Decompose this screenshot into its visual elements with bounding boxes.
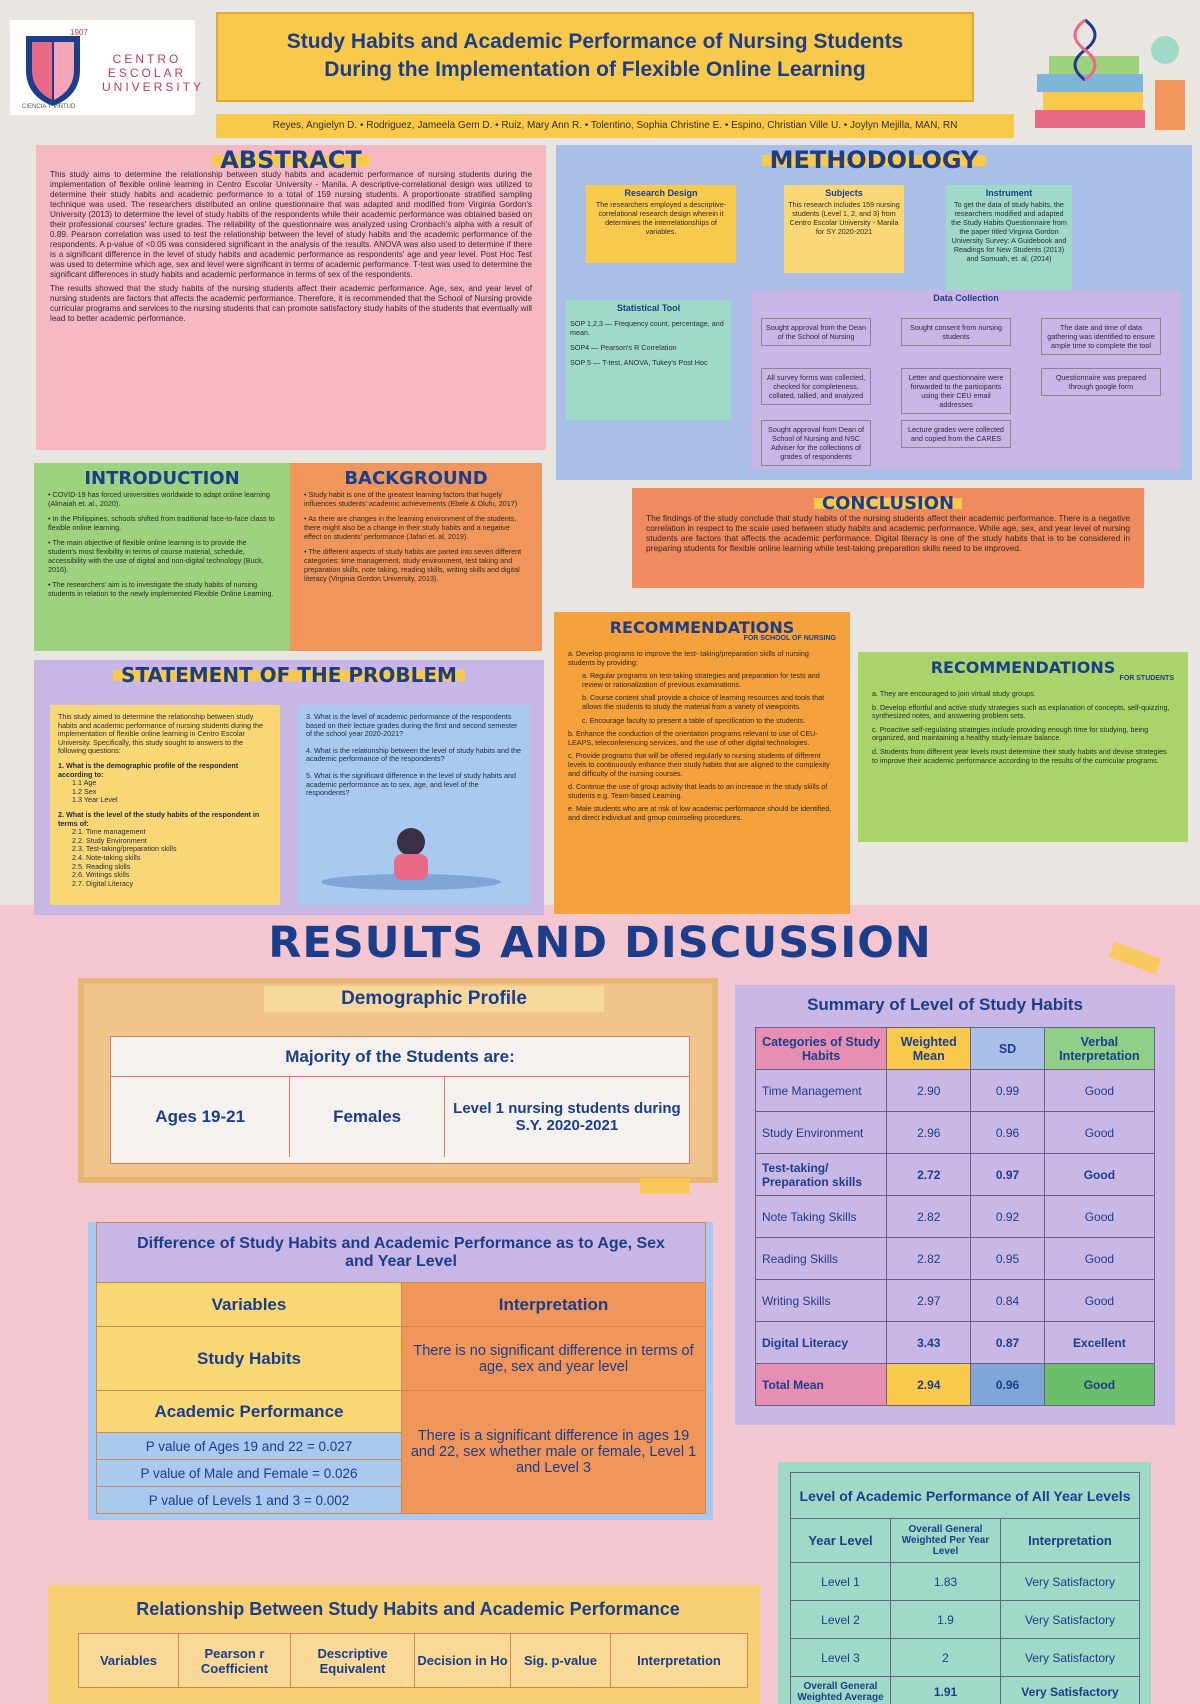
data-step: Lecture grades were collected and copied from the CARES bbox=[901, 420, 1011, 448]
summary-title: Summary of Level of Study Habits bbox=[807, 995, 1083, 1014]
problem-questions-left bbox=[50, 705, 280, 905]
table-row bbox=[791, 1563, 1140, 1601]
results-heading: RESULTS AND DISCUSSION bbox=[268, 918, 932, 968]
data-collection-box bbox=[751, 290, 1181, 470]
intro-item: • In the Philippines, schools shifted from traditional face-to-face class to flexible online learning. bbox=[48, 514, 275, 532]
stressed-student-illustration bbox=[306, 812, 516, 892]
problem-heading: STATEMENT OF THE PROBLEM bbox=[48, 670, 530, 681]
conclusion-panel bbox=[632, 488, 1144, 588]
q2-item: 2.7. Digital Literacy bbox=[72, 878, 134, 888]
total-mean-value: 2.94 bbox=[887, 1364, 971, 1406]
q1-item: 1.3 Year Level bbox=[72, 795, 118, 805]
sd-cell: 0.84 bbox=[971, 1280, 1045, 1322]
table-row-total bbox=[756, 1364, 1155, 1406]
title-line-2: During the Implementation of Flexible Online Learning bbox=[324, 58, 866, 81]
question-5: 5. What is the significant difference in the level of study habits and academic performance as to sex, age, and level of the respondents? bbox=[306, 770, 517, 798]
recommendations-school-panel bbox=[554, 612, 850, 914]
sd-cell: 0.99 bbox=[971, 1070, 1045, 1112]
q1-item: 1.2 Sex bbox=[72, 786, 97, 796]
rec-students-item: d. Students from different year levels must determine their study habits and devise strategies to improve their academic performance according to the results of the curricular programs. bbox=[872, 746, 1167, 765]
stat-item: SOP 5 — T-test, ANOVA, Tukey's Post Hoc bbox=[570, 358, 708, 367]
table-row bbox=[791, 1639, 1140, 1677]
mean-cell: 2.82 bbox=[887, 1238, 971, 1280]
header-sd: SD bbox=[971, 1028, 1045, 1070]
academic-performance-panel bbox=[778, 1462, 1151, 1704]
table-row bbox=[791, 1601, 1140, 1639]
rec-school-item: b. Enhance the conduction of the orientation programs relevant to use of CEU-LEAPS, teleconferencing services, and the use of other digital technologies. bbox=[568, 729, 818, 747]
table-row bbox=[756, 1238, 1155, 1280]
gwa-cell: 2 bbox=[891, 1639, 1001, 1677]
q2-item: 2.3. Test-taking/preparation skills bbox=[72, 844, 177, 854]
interpretation-cell: Good bbox=[1044, 1238, 1154, 1280]
authors: Reyes, Angielyn D. • Rodriguez, Jameela Gem D. • Ruiz, Mary Ann R. • Tolentino, Sophia Christine E. • Espino, Christian Ville U. • Joylyn Mejilla, MAN, RN bbox=[216, 114, 1014, 138]
interpretation-cell: Good bbox=[1044, 1196, 1154, 1238]
data-step: Questionnaire was prepared through google form bbox=[1041, 368, 1161, 396]
rec-students-item: c. Proactive self-regulating strategies include providing enough time for studying, being organized, and maintaining a healthy study-leisure balance. bbox=[872, 724, 1149, 743]
table-row bbox=[756, 1154, 1155, 1196]
question-2: 2. What is the level of the study habits of the respondent in terms of: bbox=[58, 809, 260, 828]
header-variables: Variables bbox=[97, 1283, 402, 1327]
abstract-paragraph-1: This study aims to determine the relationship between study habits and academic performance of nursing students during the implementation of flexible online learning in Centro Escolar University - Manila. A descriptive-correlational design was utilized to determine their study habits and academic performance to a total of 159 nursing students. A proportionate stratified sampling technique was used. The researchers distributed an online questionnaire that was adapted and modified from Virginia Gordon's University (2013) to determine the level of study habits of the respondents while their academic performance was obtained based on their professional courses' lecture grades. The reliability of the questionnaire was analyzed using Cronbach's alpha with a result of 0.89. Pearson correlation was used to test the relationship between the level of study habits and the academic performance of the respondents. A p-value of <0.05 was considered significant in the analysis of the results. ANOVA was also used to determine if there is a significant difference in the level of study habits and academic performance as respondents' age and year level. Post Hoc Test was used to determine which age, sex and level were significant in terms of academic performance. T-test was used to determine the significant differences in study habits and academic performance in terms of sex of the respondents. bbox=[50, 170, 532, 279]
header-interpretation: Interpretation bbox=[1001, 1519, 1140, 1563]
interpretation-cell: Good bbox=[1044, 1070, 1154, 1112]
q2-item: 2.1. Time management bbox=[72, 827, 146, 837]
rec-school-item: d. Continue the use of group activity that leads to an increase in the study skills of students e.g. Team-based Learning. bbox=[568, 782, 828, 800]
year-level-cell: Level 2 bbox=[791, 1601, 891, 1639]
question-4: 4. What is the relationship between the level of study habits and the academic performance of the respondents? bbox=[306, 745, 521, 764]
recommendations-school-sub: FOR SCHOOL OF NURSING bbox=[743, 635, 836, 642]
header-interpretation: Interpretation bbox=[611, 1634, 748, 1688]
demographic-profile-panel bbox=[78, 978, 718, 1183]
logo-year: 1907 bbox=[70, 28, 88, 37]
recommendations-students-sub: FOR STUDENTS bbox=[1119, 675, 1174, 682]
q2-item: 2.5. Reading skills bbox=[72, 861, 131, 871]
recommendations-school-heading: RECOMMENDATIONS bbox=[609, 618, 795, 637]
table-row bbox=[756, 1112, 1155, 1154]
header-weighted-mean: Weighted Mean bbox=[887, 1028, 971, 1070]
abstract-heading: ABSTRACT bbox=[50, 155, 532, 166]
category-cell: Digital Literacy bbox=[756, 1322, 887, 1364]
rec-students-item: b. Develop effortful and active study strategies such as explanation of concepts, self-quizzing, synthesized notes, and answering problem sets. bbox=[872, 702, 1170, 721]
study-habits-interpretation: There is no significant difference in terms of age, sex and year level bbox=[402, 1327, 706, 1391]
year-level-cell: Level 1 bbox=[791, 1563, 891, 1601]
table-row bbox=[791, 1677, 1140, 1704]
mean-cell: 2.97 bbox=[887, 1280, 971, 1322]
p-value-sex: P value of Male and Female = 0.026 bbox=[97, 1460, 402, 1487]
header-gwa: Overall General Weighted Per Year Level bbox=[891, 1519, 1001, 1563]
mean-cell: 2.82 bbox=[887, 1196, 971, 1238]
academic-performance-cell: Academic Performance bbox=[97, 1391, 402, 1433]
rec-school-item: c. Provide programs that will be offered regularly to nursing students of different levels to continuously enhance their study habits that are aligned to the complexity and difficulty of the nursing courses. bbox=[568, 751, 830, 778]
category-cell: Note Taking Skills bbox=[756, 1196, 887, 1238]
difference-table bbox=[96, 1222, 706, 1514]
question-1: 1. What is the demographic profile of the respondent according to: bbox=[58, 760, 239, 779]
relationship-title: Relationship Between Study Habits and Academic Performance bbox=[136, 1599, 680, 1619]
p-value-levels: P value of Levels 1 and 3 = 0.002 bbox=[97, 1487, 402, 1514]
instrument-box: Instrument To get the data of study habits, the researchers modified and adapted the Study Habits Questionnaire from the paper titled Virginia Gordon University Survey: A Guidebook and Readings for New Students (2013) and Somuah, et. al. (2014) bbox=[946, 185, 1072, 297]
gwa-cell: 1.91 bbox=[891, 1677, 1001, 1704]
category-cell: Study Environment bbox=[756, 1112, 887, 1154]
sd-cell: 0.96 bbox=[971, 1112, 1045, 1154]
header-sig-p: Sig. p-value bbox=[511, 1634, 611, 1688]
header-verbal-interpretation: Verbal Interpretation bbox=[1044, 1028, 1154, 1070]
interpretation-cell: Very Satisfactory bbox=[1001, 1601, 1140, 1639]
q2-item: 2.2. Study Environment bbox=[72, 835, 147, 845]
category-cell: Writing Skills bbox=[756, 1280, 887, 1322]
table-row bbox=[756, 1322, 1155, 1364]
table-row bbox=[756, 1070, 1155, 1112]
interpretation-cell: Good bbox=[1044, 1280, 1154, 1322]
background-item: • Study habit is one of the greatest learning factors that hugely influences students' academic achievements (Ebele & Olufu, 2017) bbox=[304, 490, 518, 508]
data-step: All survey forms was collected, checked for completeness, collated, tallied, and analyzed bbox=[761, 368, 871, 405]
rec-school-item: e. Male students who are at risk of low academic performance should be identified, and direct individual and group counseling procedures. bbox=[568, 804, 832, 822]
header-descriptive: Descriptive Equivalent bbox=[291, 1634, 415, 1688]
interpretation-cell: Very Satisfactory bbox=[1001, 1563, 1140, 1601]
stat-item: SOP 1,2,3 — Frequency count, percentage, and mean. bbox=[570, 319, 724, 337]
academic-performance-table bbox=[790, 1472, 1140, 1704]
recommendations-students-panel bbox=[858, 652, 1188, 842]
header-interpretation: Interpretation bbox=[402, 1283, 706, 1327]
rec-school-item: c. Encourage faculty to present a table of specification to the students. bbox=[582, 715, 806, 725]
conclusion-text: The findings of the study conclude that study habits of the nursing students affect their academic performance. There is a negative correlation in respect to the scale used between study habits and academic performance. While age, sex, and year level of nursing students are factors that affects the academic performance. Digital literacy is one of the study habits that is to be considered in preparing students for flexible online learning while test-taking preparation skills need to be improved. bbox=[646, 513, 1130, 553]
table-row bbox=[756, 1280, 1155, 1322]
header-pearson: Pearson r Coefficient bbox=[179, 1634, 291, 1688]
header-decision: Decision in Ho bbox=[415, 1634, 511, 1688]
logo-name: CENTRO ESCOLAR UNIVERSITY bbox=[102, 52, 205, 94]
interpretation-cell: Very Satisfactory bbox=[1001, 1639, 1140, 1677]
rec-school-item: b. Course content shall provide a choice of learning resources and tools that allows the students to study the material from a variety of viewpoints. bbox=[582, 693, 825, 711]
intro-item: • The researchers' aim is to investigate the study habits of nursing students in relation to the newly implemented Flexible Online Learning. bbox=[48, 580, 274, 598]
introduction-panel bbox=[34, 463, 290, 651]
title-line-1: Study Habits and Academic Performance of Nursing Students bbox=[286, 30, 904, 53]
q1-item: 1.1 Age bbox=[72, 778, 97, 788]
background-heading: BACKGROUND bbox=[344, 468, 488, 489]
background-item: • As there are changes in the learning environment of the students, there might also be a change in their study habits and a negative effect on students' performance (Jafari et. al, 2019). bbox=[304, 514, 517, 541]
header-categories: Categories of Study Habits bbox=[756, 1028, 887, 1070]
rec-students-item: a. They are encouraged to join virtual study groups. bbox=[872, 689, 1036, 698]
data-step: Letter and questionnaire were forwarded to the participants using their CEU email addresses bbox=[901, 368, 1011, 414]
mean-cell: 3.43 bbox=[887, 1322, 971, 1364]
gwa-cell: 1.83 bbox=[891, 1563, 1001, 1601]
mean-cell: 2.90 bbox=[887, 1070, 971, 1112]
problem-intro: This study aimed to determine the relationship between study habits and academic performance of nursing students during the implementation of flexible online learning in Centro Escolar University. Specifically, this study sought to answers to the following questions: bbox=[58, 712, 263, 756]
category-cell: Time Management bbox=[756, 1070, 887, 1112]
summary-study-habits-panel bbox=[735, 985, 1175, 1425]
books-dna-illustration bbox=[1015, 10, 1190, 150]
problem-questions-right bbox=[298, 705, 530, 905]
poster-title bbox=[216, 12, 974, 102]
data-step: Sought consent from nursing students bbox=[901, 318, 1011, 346]
demographic-table bbox=[110, 1036, 690, 1164]
year-level-cell: Overall General Weighted Average bbox=[791, 1677, 891, 1704]
statistical-tool-box: Statistical Tool SOP 1,2,3 — Frequency count, percentage, and mean. SOP4 — Pearson's R Correlation SOP 5 — T-test, ANOVA, Tukey's Post Hoc bbox=[566, 300, 731, 420]
rec-school-item: a. Regular programs on test-taking strategies and preparation for tests and review or rationalization of previous examinations. bbox=[582, 671, 820, 689]
data-step: Sought approval from the Dean of the School of Nursing bbox=[761, 318, 871, 346]
total-interpretation: Good bbox=[1044, 1364, 1154, 1406]
total-mean-label: Total Mean bbox=[756, 1364, 887, 1406]
interpretation-cell: Good bbox=[1044, 1154, 1154, 1196]
demographic-age: Ages 19-21 bbox=[111, 1077, 290, 1157]
category-cell: Reading Skills bbox=[756, 1238, 887, 1280]
intro-item: • COVID-19 has forced universities worldwide to adapt online learning (Almaiah et. al., 2020). bbox=[48, 490, 270, 508]
header-variables: Variables bbox=[79, 1634, 179, 1688]
p-value-ages: P value of Ages 19 and 22 = 0.027 bbox=[97, 1433, 402, 1460]
academic-interpretation: There is a significant difference in ages 19 and 22, sex whether male or female, Level 1 and Level 3 bbox=[402, 1391, 706, 1514]
abstract-paragraph-2: The results showed that the study habits of the nursing students affect their academic performance. Age, sex, and year level of nursing students are factors that affects the academic performance. Therefore, it is recommended that the School of Nursing provide curricular programs and services to the nursing students that can promote satisfactory study habits of the students that eventually will lead to better academic performance. bbox=[50, 284, 532, 323]
stat-item: SOP4 — Pearson's R Correlation bbox=[570, 343, 677, 352]
data-step: Sought approval from Dean of School of Nursing and NSC Adviser for the collections of grades of respondents bbox=[761, 420, 871, 466]
background-panel bbox=[290, 463, 542, 651]
subjects-box: Subjects This research includes 159 nursing students (Level 1, 2, and 3) from Centro Escolar University - Manila for SY 2020-2021 bbox=[784, 185, 904, 273]
interpretation-cell: Excellent bbox=[1044, 1322, 1154, 1364]
methodology-heading: METHODOLOGY bbox=[570, 155, 1178, 166]
majority-label: Majority of the Students are: bbox=[111, 1037, 689, 1077]
mean-cell: 2.96 bbox=[887, 1112, 971, 1154]
interpretation-cell: Very Satisfactory bbox=[1001, 1677, 1140, 1704]
demographic-level: Level 1 nursing students during S.Y. 2020-2021 bbox=[453, 1100, 681, 1134]
difference-panel bbox=[88, 1222, 713, 1520]
rec-school-item: a. Develop programs to improve the test- taking/preparation skills of nursing students by providing: bbox=[568, 649, 809, 667]
university-logo bbox=[10, 20, 205, 115]
study-habits-cell: Study Habits bbox=[97, 1327, 402, 1391]
q2-item: 2.6. Writings skills bbox=[72, 870, 130, 880]
total-sd-value: 0.96 bbox=[971, 1364, 1045, 1406]
tape-decoration bbox=[640, 1178, 690, 1194]
summary-table bbox=[755, 1027, 1155, 1406]
recommendations-students-heading: RECOMMENDATIONS bbox=[930, 658, 1116, 677]
table-row bbox=[756, 1196, 1155, 1238]
gwa-cell: 1.9 bbox=[891, 1601, 1001, 1639]
sd-cell: 0.97 bbox=[971, 1154, 1045, 1196]
question-3: 3. What is the level of academic performance of the respondents based on their lecture grades during the first and second semester of the school year 2020-2021? bbox=[306, 712, 518, 739]
data-step: The date and time of data gathering was identified to ensure ample time to complete the tool bbox=[1041, 318, 1161, 355]
year-level-cell: Level 3 bbox=[791, 1639, 891, 1677]
demographic-title: Demographic Profile bbox=[264, 986, 604, 1012]
abstract-panel bbox=[36, 145, 546, 450]
relationship-table bbox=[78, 1633, 748, 1688]
intro-item: • The main objective of flexible online learning is to provide the student's most flexibility in terms of course material, schedule, accessibility with the use of digital and non-digital technology (Buck, 2016). bbox=[48, 538, 264, 574]
sd-cell: 0.87 bbox=[971, 1322, 1045, 1364]
shield-icon bbox=[18, 30, 88, 110]
interpretation-cell: Good bbox=[1044, 1112, 1154, 1154]
difference-title: Difference of Study Habits and Academic Performance as to Age, Sex and Year Level bbox=[97, 1223, 706, 1283]
academic-title: Level of Academic Performance of All Year Levels bbox=[791, 1473, 1140, 1519]
methodology-panel bbox=[556, 145, 1192, 480]
background-item: • The different aspects of study habits are parted into seven different categories: time management, study environment, test taking and preparation skills, note taking, reading skills, writing skills and digital literacy (Virginia Gordon University, 2013). bbox=[304, 547, 522, 583]
relationship-panel bbox=[48, 1585, 760, 1704]
header-year-level: Year Level bbox=[791, 1519, 891, 1563]
research-design-box: Research Design The researchers employed a descriptive-correlational research design wherein it determines the interrelationships of variables. bbox=[586, 185, 736, 263]
mean-cell: 2.72 bbox=[887, 1154, 971, 1196]
q2-item: 2.4. Note-taking skills bbox=[72, 852, 141, 862]
sd-cell: 0.92 bbox=[971, 1196, 1045, 1238]
introduction-heading: INTRODUCTION bbox=[84, 468, 240, 489]
conclusion-heading: CONCLUSION bbox=[646, 498, 1130, 509]
data-collection-title: Data Collection bbox=[933, 293, 999, 303]
sd-cell: 0.95 bbox=[971, 1238, 1045, 1280]
category-cell: Test-taking/ Preparation skills bbox=[756, 1154, 887, 1196]
demographic-sex: Females bbox=[290, 1077, 444, 1157]
logo-motto: CIENCIA Y VIRTUD bbox=[22, 104, 76, 110]
